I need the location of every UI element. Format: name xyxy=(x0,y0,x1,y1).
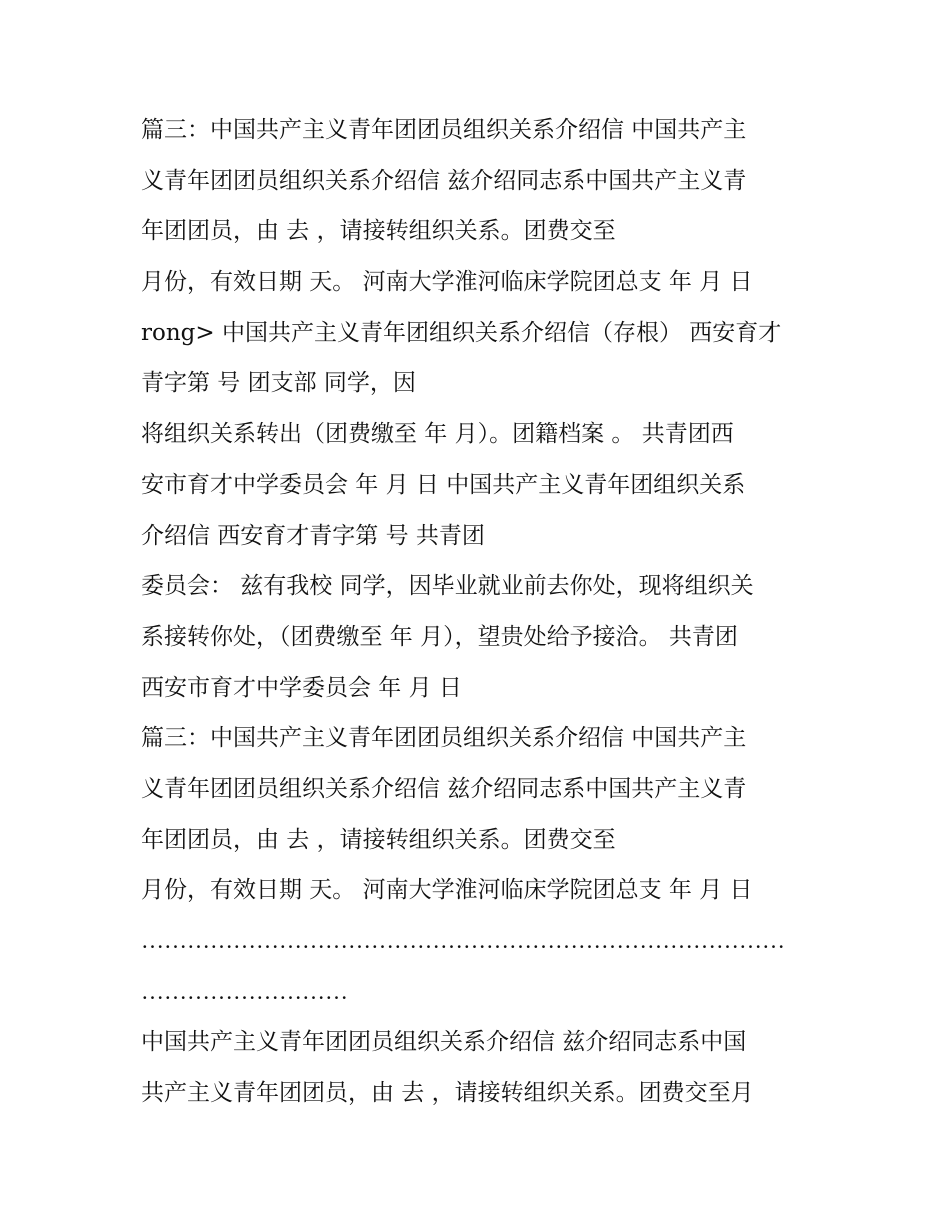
text-line: 系接转你处，（团费缴至 年 月），望贵处给予接洽。 共青团 xyxy=(141,623,738,650)
text-line: 年团团员，由 去 ，请接转组织关系。团费交至 xyxy=(141,826,616,853)
dotted-separator: ……………………… xyxy=(141,978,348,1004)
text-line: 中国共产主义青年团团员组织关系介绍信 兹介绍同志系中国 xyxy=(141,1029,747,1056)
text-line: 委员会： 兹有我校 同学，因毕业就业前去你处，现将组织关 xyxy=(141,573,754,600)
text-line: 月份，有效日期 天。 河南大学淮河临床学院团总支 年 月 日 xyxy=(141,269,753,296)
dotted-separator: ………………………………………………………………………… xyxy=(141,928,785,953)
document-body xyxy=(141,105,821,1119)
text-line: 义青年团团员组织关系介绍信 兹介绍同志系中国共产主义青 xyxy=(141,775,747,802)
text-line: 篇三：中国共产主义青年团团员组织关系介绍信 中国共产主 xyxy=(141,117,747,143)
text-line: 共产主义青年团团员，由 去 ，请接转组织关系。团费交至月 xyxy=(141,1080,754,1107)
text-line: 青字第 号 团支部 同学，因 xyxy=(141,370,416,397)
text-line: 月份，有效日期 天。 河南大学淮河临床学院团总支 年 月 日 xyxy=(141,877,753,904)
text-line: 义青年团团员组织关系介绍信 兹介绍同志系中国共产主义青 xyxy=(141,167,747,194)
text-line: 介绍信 西安育才青字第 号 共青团 xyxy=(141,522,485,549)
text-line: 西安市育才中学委员会 年 月 日 xyxy=(141,674,462,701)
text-line: 将组织关系转出（团费缴至 年 月）。团籍档案 。 共青团西 xyxy=(141,421,734,448)
text-line: 年团团员，由 去 ，请接转组织关系。团费交至 xyxy=(141,218,616,245)
text-line: 安市育才中学委员会 年 月 日 中国共产主义青年团组织关系 xyxy=(141,471,746,498)
text-line: rong> 中国共产主义青年团组织关系介绍信（存根） 西安育才 xyxy=(141,319,782,346)
text-line: 篇三：中国共产主义青年团团员组织关系介绍信 中国共产主 xyxy=(141,725,747,752)
